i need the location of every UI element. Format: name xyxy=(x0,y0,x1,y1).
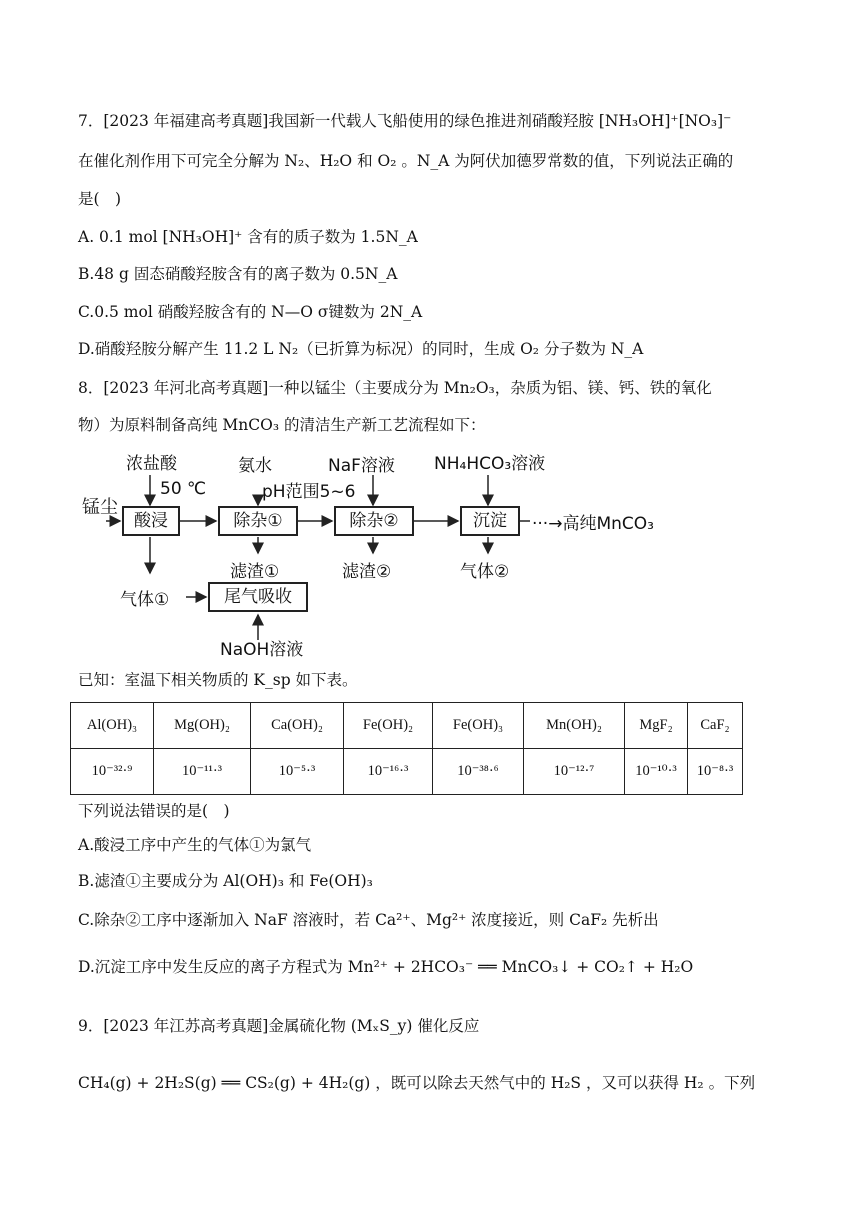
reagent-ammonia-label: 氨水 xyxy=(238,456,272,476)
q7-option-c: C.0.5 mol 硝酸羟胺含有的 N—O σ键数为 2N_A xyxy=(78,303,423,321)
q7-option-d: D.硝酸羟胺分解产生 11.2 L N₂（已折算为标况）的同时，生成 O₂ 分子数为 N_A xyxy=(78,340,644,358)
q7-stem-line-2: 在催化剂作用下可完全分解为 N₂、H₂O 和 O₂ 。N_A 为阿伏加德罗常数的值，下列说法正确的 xyxy=(78,152,734,170)
step-acid-leach: 酸浸 xyxy=(122,506,180,536)
q8-option-b: B.滤渣①主要成分为 Al(OH)₃ 和 Fe(OH)₃ xyxy=(78,872,373,890)
residue-2-label: 滤渣② xyxy=(342,562,392,582)
q7-formula: [NH₃OH]⁺[NO₃]⁻ xyxy=(598,112,732,130)
ksp-header-cell: CaF₂ xyxy=(688,703,743,749)
q8-known-text: 已知：室温下相关物质的 K_sp 如下表。 xyxy=(78,671,358,689)
q9-stem-line-2: CH₄(g) + 2H₂S(g) ══ CS₂(g) + 4H₂(g) ，既可以除去天然气中的 H₂S ，又可以获得 H₂ 。下列 xyxy=(78,1074,756,1092)
step-precipitation: 沉淀 xyxy=(460,506,520,536)
reagent-naf-label: NaF溶液 xyxy=(328,456,395,476)
ksp-header-cell: Fe(OH)₂ xyxy=(344,703,433,749)
flow-arrows xyxy=(78,445,698,660)
q8-option-d: D.沉淀工序中发生反应的离子方程式为 Mn²⁺ + 2HCO₃⁻ ══ MnCO₃↓ + CO₂↑ + H₂O xyxy=(78,958,694,976)
ksp-value-cell: 10⁻³²·⁹ xyxy=(71,749,154,795)
q8-option-a: A.酸浸工序中产生的气体①为氯气 xyxy=(78,836,312,854)
q7-stem-text: 7．[2023 年福建高考真题]我国新一代载人飞船使用的绿色推进剂硝酸羟胺 xyxy=(78,112,594,130)
residue-1-label: 滤渣① xyxy=(230,562,280,582)
gas-1-label: 气体① xyxy=(120,590,170,610)
q9-stem-line-1: 9．[2023 年江苏高考真题]金属硫化物 (MₓS_y) 催化反应 xyxy=(78,1017,480,1035)
naoh-solution-label: NaOH溶液 xyxy=(220,640,304,660)
q7-option-a: A. 0.1 mol [NH₃OH]⁺ 含有的质子数为 1.5N_A xyxy=(78,228,418,246)
reagent-hcl-label: 浓盐酸 xyxy=(126,454,177,474)
ksp-header-cell: Al(OH)₃ xyxy=(71,703,154,749)
ksp-header-cell: Mg(OH)₂ xyxy=(154,703,251,749)
process-flow-diagram xyxy=(78,445,698,660)
ksp-header-cell: Mn(OH)₂ xyxy=(524,703,625,749)
ksp-value-cell: 10⁻¹⁰·³ xyxy=(625,749,688,795)
q7-option-b: B.48 g 固态硝酸羟胺含有的离子数为 0.5N_A xyxy=(78,265,398,283)
step-impurity-removal-2: 除杂② xyxy=(334,506,414,536)
ksp-value-cell: 10⁻¹²·⁷ xyxy=(524,749,625,795)
ksp-table xyxy=(70,702,743,795)
temperature-label: 50 ℃ xyxy=(160,479,207,499)
raw-material-label: 锰尘 xyxy=(82,497,118,518)
ksp-table-header-row xyxy=(71,703,743,749)
q8-stem-line-1: 8．[2023 年河北高考真题]一种以锰尘（主要成分为 Mn₂O₃，杂质为铝、镁、钙、铁的氧化 xyxy=(78,379,712,397)
q7-stem-line-1 xyxy=(78,111,731,131)
q8-option-c: C.除杂②工序中逐渐加入 NaF 溶液时，若 Ca²⁺、Mg²⁺ 浓度接近，则 CaF₂ 先析出 xyxy=(78,911,659,929)
q7-stem-line-3: 是( ) xyxy=(78,190,122,208)
q8-stem-line-2: 物）为原料制备高纯 MnCO₃ 的清洁生产新工艺流程如下： xyxy=(78,416,486,434)
reagent-nh4hco3-label: NH₄HCO₃溶液 xyxy=(434,454,546,474)
ksp-value-cell: 10⁻⁸·³ xyxy=(688,749,743,795)
ksp-value-cell: 10⁻¹¹·³ xyxy=(154,749,251,795)
ph-range-label: pH范围5~6 xyxy=(262,482,356,502)
step-tail-gas-absorption: 尾气吸收 xyxy=(208,582,308,612)
ksp-table-value-row xyxy=(71,749,743,795)
step-impurity-removal-1: 除杂① xyxy=(218,506,298,536)
gas-2-label: 气体② xyxy=(460,562,510,582)
ksp-header-cell: Fe(OH)₃ xyxy=(433,703,524,749)
ksp-value-cell: 10⁻³⁸·⁶ xyxy=(433,749,524,795)
ksp-value-cell: 10⁻¹⁶·³ xyxy=(344,749,433,795)
product-label: ···→高纯MnCO₃ xyxy=(532,514,654,534)
ksp-value-cell: 10⁻⁵·³ xyxy=(251,749,344,795)
q8-ask: 下列说法错误的是( ) xyxy=(78,802,230,820)
ksp-header-cell: MgF₂ xyxy=(625,703,688,749)
ksp-header-cell: Ca(OH)₂ xyxy=(251,703,344,749)
